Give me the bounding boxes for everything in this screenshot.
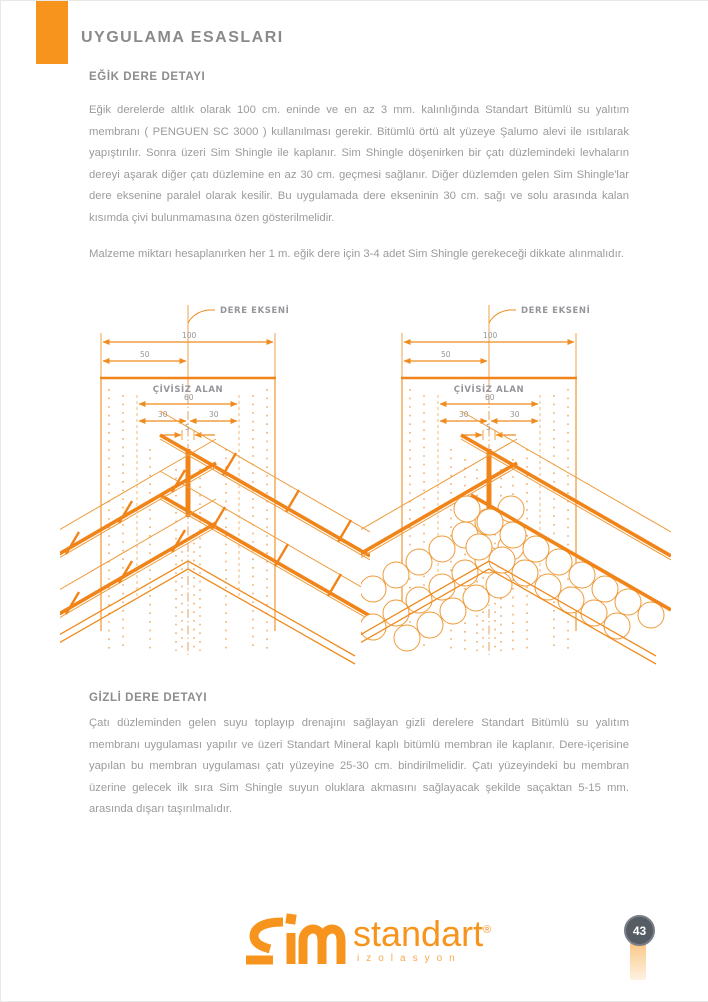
page-title: UYGULAMA ESASLARI [81, 29, 284, 46]
brand-wordmark: standart® [353, 913, 492, 954]
paragraph-egik-dere-1: Eğik derelerde altlık olarak 100 cm. eninde ve en az 3 mm. kalınlığında Standart Bitümlü su yalıtım membranı ( PENGUEN SC 3000 ) kullanılması gerekir. Bitümlü örtü alt yüzeye Şalumo alevi ile ısıtılarak yapıştırılır. Sonra üzeri Sim Shingle ile kaplanır. Sim Shingle döşenirken bir çatı düzlemindeki levhaların dereyi aşarak diğer çatı düzlemine en az 30 cm. geçmesi sağlanır. Diğer düzlemden gelen Sim Shingle'lar dere eksenine paralel olarak kesilir. Bu uygulamada dere ekseninin 30 cm. sağı ve solu arasında kalan kısımda çivi bulunmamasına özen gösterilmelidir. [89, 104, 629, 224]
page-number-badge: 43 [624, 915, 655, 946]
dim-60: 60 [184, 393, 194, 402]
dim-5: 5 [486, 423, 491, 432]
dim-50: 50 [140, 350, 150, 359]
brand-subtext: izolasyon [357, 953, 462, 964]
label-civisiz-alan: ÇİVİSİZ ALAN [453, 385, 525, 395]
dim-100: 100 [182, 331, 197, 340]
page-number-bar [630, 918, 646, 980]
label-dere-ekseni: DERE EKSENİ [220, 306, 290, 316]
dim-30-left: 30 [158, 410, 168, 419]
label-civisiz-alan: ÇİVİSİZ ALAN [152, 385, 224, 395]
dim-30-right: 30 [209, 410, 219, 419]
dim-100: 100 [483, 331, 498, 340]
dim-30-left: 30 [459, 410, 469, 419]
header-accent-block [36, 1, 68, 64]
footer-brand [239, 911, 492, 991]
dim-30-right: 30 [510, 410, 520, 419]
registered-mark: ® [483, 924, 492, 936]
dim-60: 60 [485, 393, 495, 402]
diagram-egik-dere-rectangular [60, 299, 370, 672]
diagram-egik-dere-scalloped [361, 299, 671, 672]
label-dere-ekseni: DERE EKSENİ [521, 306, 591, 316]
paragraph-egik-dere-2: Malzeme miktarı hesaplanırken her 1 m. eğik dere için 3-4 adet Sim Shingle gerekeceği dikkate alınmalıdır. [89, 248, 624, 260]
section-heading-gizli-dere: GİZLİ DERE DETAYI [89, 692, 208, 704]
paragraph-gizli-dere: Çatı düzleminden gelen suyu toplayıp drenajını sağlayan gizli derelere Standart Bitümlü su yalıtım membranı uygulaması yapılır ve üzeri Standart Mineral kaplı bitümlü membran ile kaplanır. Dere-içerisine yapılan bu membran uygulaması çatı yüzeyine 25-30 cm. bindirilmelidir. Çatı yüzeyindeki bu membran üzerine gelecek ilk sıra Sim Shingle suyun oluklara akmasını sağlayacak şekilde saçaktan 5-15 mm. arasında dışarı taşırılmalıdır. [89, 717, 629, 815]
section-heading-egik-dere: EĞİK DERE DETAYI [89, 71, 206, 83]
dim-5: 5 [185, 423, 190, 432]
sim-logo-icon [239, 911, 347, 974]
dim-50: 50 [441, 350, 451, 359]
